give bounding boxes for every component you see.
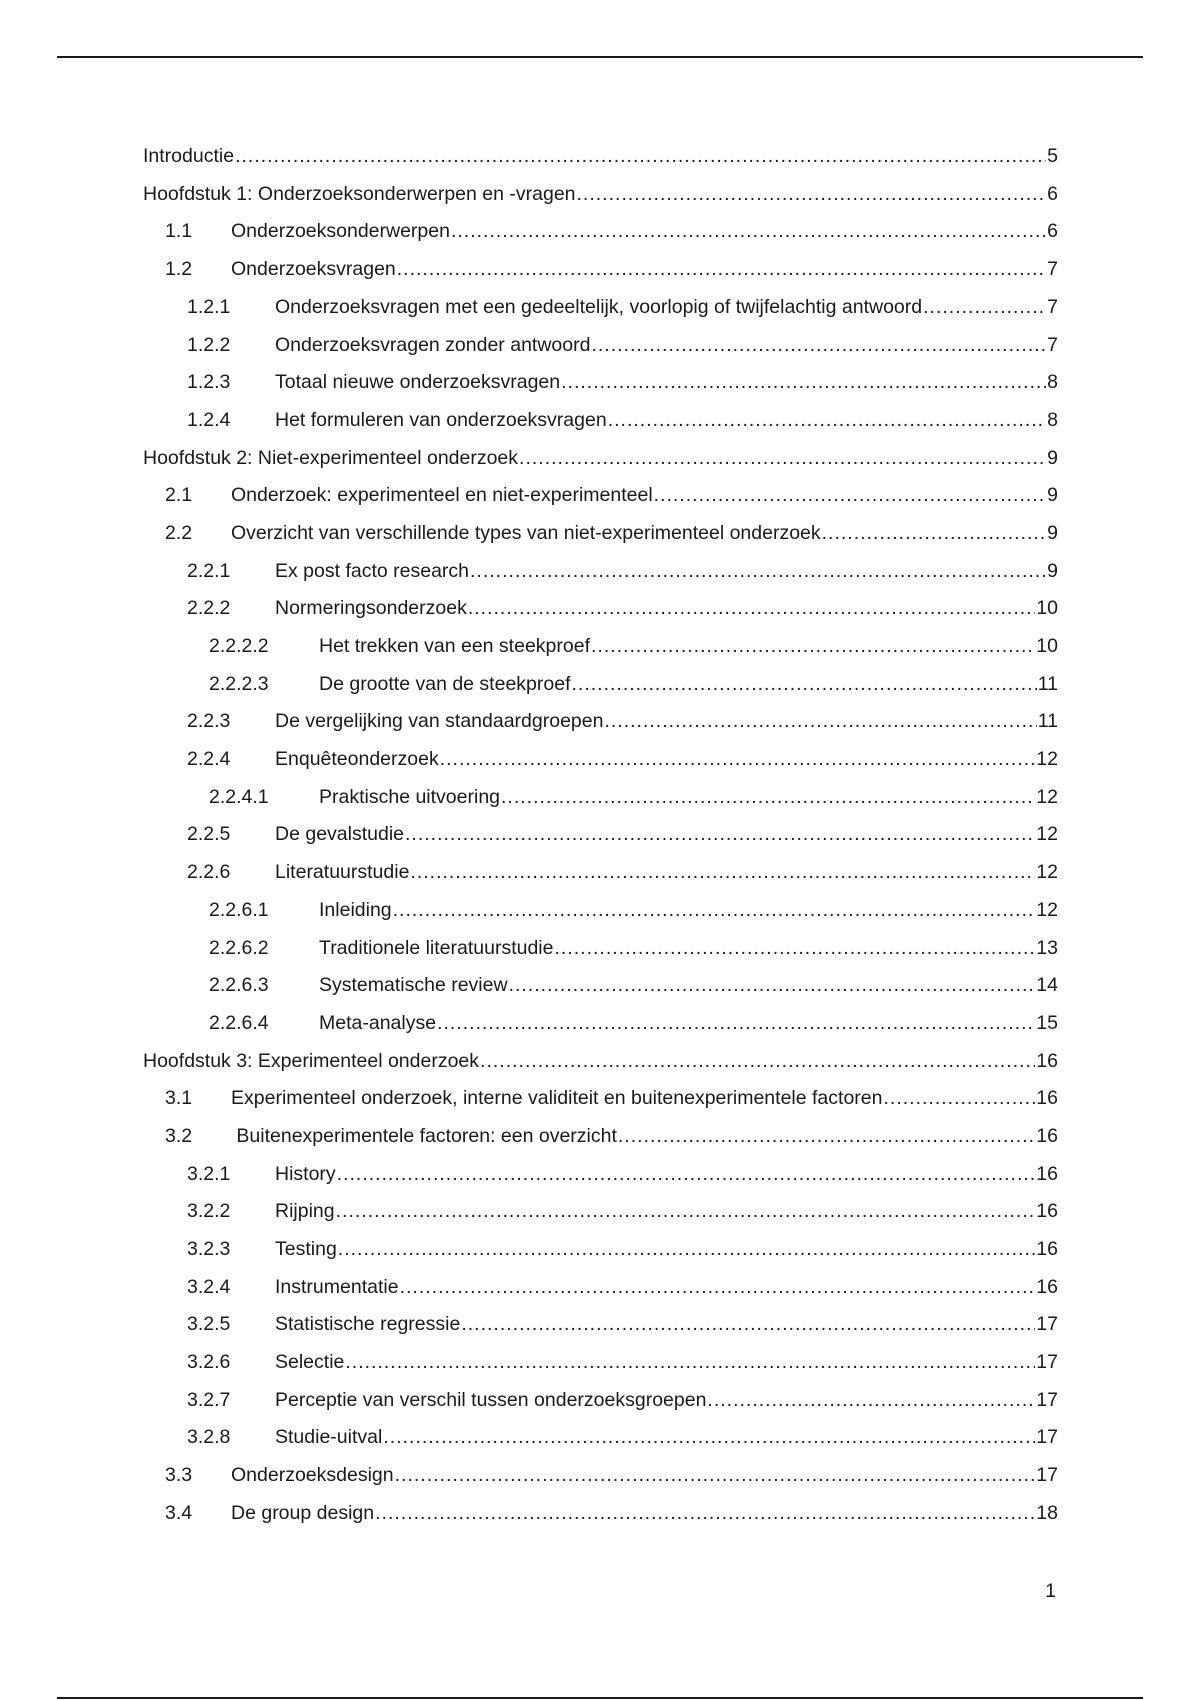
toc-entry-number: 2.2.4.1 [209,785,269,808]
toc-entry[interactable] [143,967,1058,1005]
toc-dot-leader [519,449,1046,469]
footer-rule [57,1697,1143,1699]
toc-entry[interactable] [143,289,1058,327]
toc-entry[interactable] [143,477,1058,515]
toc-entry-page: 9 [1047,484,1058,507]
toc-entry-number: 3.2.5 [187,1313,231,1336]
toc-entry[interactable] [143,666,1058,704]
toc-dot-leader [397,260,1046,280]
toc-entry-number: 1.2 [165,258,193,281]
toc-entry[interactable] [143,1495,1058,1533]
toc-entry-page: 7 [1047,258,1058,281]
toc-dot-leader [577,185,1047,205]
toc-dot-leader [338,1240,1036,1260]
table-of-contents [143,138,1058,1532]
toc-entry-title: Perceptie van verschil tussen onderzoeksgroepen [275,1388,707,1411]
toc-entry-number: 2.2.2 [187,597,231,620]
toc-entry-title: Introductie [143,145,235,168]
toc-entry-title: Inleiding [319,898,392,921]
toc-entry-title: Overzicht van verschillende types van niet-experimenteel onderzoek [231,521,821,544]
toc-entry-page: 5 [1047,145,1058,168]
toc-entry-page: 12 [1036,785,1058,808]
toc-entry-number: 3.2.7 [187,1388,231,1411]
toc-entry[interactable] [143,779,1058,817]
toc-entry-title: Meta-analyse [319,1011,437,1034]
toc-entry-title: Rijping [275,1200,335,1223]
toc-dot-leader [509,976,1036,996]
toc-entry-title: Hoofdstuk 1: Onderzoeksonderwerpen en -vragen [143,182,576,205]
toc-entry-number: 1.2.1 [187,295,231,318]
toc-entry-title: Traditionele literatuurstudie [319,936,554,959]
toc-entry-page: 15 [1036,1011,1058,1034]
toc-entry-number: 2.1 [165,484,193,507]
toc-entry[interactable] [143,1118,1058,1156]
toc-entry-number: 3.1 [165,1087,193,1110]
toc-entry-page: 14 [1036,974,1058,997]
toc-dot-leader [470,562,1046,582]
toc-entry-title: Systematische review [319,974,508,997]
toc-entry-title: Selectie [275,1351,345,1374]
toc-entry[interactable] [143,1344,1058,1382]
toc-dot-leader [345,1353,1035,1373]
toc-entry-title: Onderzoek: experimenteel en niet-experimenteel [231,484,653,507]
toc-entry-title: De gevalstudie [275,823,404,846]
toc-entry-title: De vergelijking van standaardgroepen [275,710,604,733]
toc-entry-title: De grootte van de steekproef [319,672,571,695]
toc-entry-number: 2.2.3 [187,710,231,733]
toc-entry-page: 16 [1036,1087,1058,1110]
toc-entry[interactable] [143,364,1058,402]
toc-entry-title: Hoofdstuk 2: Niet-experimenteel onderzoek [143,446,519,469]
toc-entry-number: 2.2.4 [187,748,231,771]
toc-entry[interactable] [143,854,1058,892]
toc-entry-number: 3.2.6 [187,1351,231,1374]
toc-entry[interactable] [143,1382,1058,1420]
toc-entry-title: Het formuleren van onderzoeksvragen [275,408,607,431]
toc-dot-leader [480,1052,1035,1072]
toc-dot-leader [591,637,1035,657]
toc-entry-page: 9 [1047,521,1058,544]
toc-dot-leader [461,1315,1035,1335]
toc-entry-number: 3.2.3 [187,1238,231,1261]
toc-dot-leader [235,147,1046,167]
toc-entry-title: Onderzoeksvragen zonder antwoord [275,333,591,356]
toc-dot-leader [501,788,1035,808]
toc-dot-leader [923,298,1046,318]
toc-entry-number: 2.2.6.4 [209,1011,269,1034]
toc-entry-title: Onderzoeksonderwerpen [231,220,450,243]
toc-entry-page: 8 [1047,408,1058,431]
toc-entry-page: 17 [1036,1426,1058,1449]
toc-entry-page: 12 [1036,861,1058,884]
toc-entry-title: Buitenexperimentele factoren: een overzicht [231,1124,617,1147]
toc-entry-number: 3.2 [165,1124,193,1147]
toc-entry-title: Studie-uitval [275,1426,383,1449]
toc-entry-page: 17 [1036,1313,1058,1336]
toc-entry[interactable] [143,703,1058,741]
toc-dot-leader [405,825,1035,845]
toc-entry-title: Onderzoeksvragen met een gedeeltelijk, voorlopig of twijfelachtig antwoord [275,295,923,318]
toc-entry-page: 16 [1036,1275,1058,1298]
toc-dot-leader [707,1391,1035,1411]
toc-entry[interactable] [143,251,1058,289]
toc-entry-page: 12 [1036,898,1058,921]
toc-entry-page: 16 [1036,1200,1058,1223]
toc-entry-page: 11 [1037,710,1058,733]
toc-entry-title: History [275,1162,336,1185]
toc-dot-leader [337,1165,1036,1185]
toc-entry-number: 2.2.6.2 [209,936,269,959]
toc-dot-leader [618,1127,1035,1147]
toc-entry-title: Experimenteel onderzoek, interne validiteit en buitenexperimentele factoren [231,1087,883,1110]
toc-entry[interactable] [143,553,1058,591]
toc-entry-page: 7 [1047,295,1058,318]
toc-entry-number: 1.2.4 [187,408,231,431]
toc-entry[interactable] [143,1043,1058,1081]
toc-entry-title: Enquêteonderzoek [275,748,439,771]
toc-entry-page: 10 [1036,597,1058,620]
toc-entry-page: 18 [1036,1501,1058,1524]
toc-entry-title: Hoofdstuk 3: Experimenteel onderzoek [143,1049,480,1072]
toc-entry-number: 3.3 [165,1464,193,1487]
toc-entry[interactable] [143,1419,1058,1457]
toc-entry-title: De group design [231,1501,375,1524]
toc-dot-leader [410,863,1035,883]
toc-entry[interactable] [143,628,1058,666]
toc-dot-leader [555,939,1036,959]
toc-entry[interactable] [143,440,1058,478]
toc-dot-leader [395,1466,1036,1486]
toc-dot-leader [400,1278,1036,1298]
toc-entry-number: 2.2.1 [187,559,231,582]
toc-entry-title: Praktische uitvoering [319,785,501,808]
toc-entry[interactable] [143,892,1058,930]
toc-entry-number: 3.4 [165,1501,193,1524]
toc-entry[interactable] [143,176,1058,214]
toc-entry-number: 2.2.2.3 [209,672,269,695]
toc-dot-leader [608,411,1046,431]
toc-entry-page: 16 [1036,1124,1058,1147]
toc-entry-number: 3.2.4 [187,1275,231,1298]
toc-entry[interactable] [143,1005,1058,1043]
toc-entry-title: Normeringsonderzoek [275,597,467,620]
toc-dot-leader [822,524,1047,544]
toc-entry-page: 13 [1036,936,1058,959]
toc-entry[interactable] [143,1156,1058,1194]
toc-entry-page: 9 [1047,559,1058,582]
toc-entry-title: Statistische regressie [275,1313,461,1336]
toc-entry-page: 16 [1036,1049,1058,1072]
toc-entry-page: 8 [1047,371,1058,394]
toc-entry-title: Totaal nieuwe onderzoeksvragen [275,371,561,394]
toc-entry-title: Het trekken van een steekproef [319,635,590,658]
toc-dot-leader [437,1014,1035,1034]
toc-entry-page: 11 [1037,672,1058,695]
toc-entry-page: 17 [1036,1464,1058,1487]
toc-entry-title: Ex post facto research [275,559,470,582]
toc-entry-page: 6 [1047,182,1058,205]
toc-entry-number: 2.2.2.2 [209,635,269,658]
toc-entry-title: Onderzoeksdesign [231,1464,394,1487]
toc-entry-page: 9 [1047,446,1058,469]
toc-entry[interactable] [143,1231,1058,1269]
toc-entry[interactable] [143,1269,1058,1307]
toc-entry[interactable] [143,515,1058,553]
toc-entry-page: 12 [1036,748,1058,771]
toc-entry[interactable] [143,1457,1058,1495]
toc-dot-leader [591,336,1046,356]
header-rule [57,56,1143,58]
toc-entry-title: Onderzoeksvragen [231,258,396,281]
toc-entry-page: 12 [1036,823,1058,846]
toc-dot-leader [375,1504,1035,1524]
toc-entry-page: 17 [1036,1388,1058,1411]
toc-dot-leader [883,1089,1035,1109]
toc-entry[interactable] [143,590,1058,628]
page-number: 1 [1045,1580,1056,1602]
toc-entry[interactable] [143,402,1058,440]
toc-entry-number: 1.1 [165,220,193,243]
toc-entry[interactable] [143,929,1058,967]
toc-entry-number: 1.2.3 [187,371,231,394]
toc-entry-page: 6 [1047,220,1058,243]
toc-entry[interactable] [143,816,1058,854]
toc-dot-leader [336,1202,1036,1222]
toc-entry[interactable] [143,138,1058,176]
toc-entry-number: 3.2.2 [187,1200,231,1223]
toc-entry-page: 10 [1036,635,1058,658]
toc-entry[interactable] [143,326,1058,364]
toc-dot-leader [440,750,1036,770]
toc-entry[interactable] [143,213,1058,251]
toc-entry-page: 16 [1036,1162,1058,1185]
toc-dot-leader [561,373,1046,393]
toc-entry-title: Instrumentatie [275,1275,399,1298]
toc-dot-leader [451,222,1046,242]
toc-entry[interactable] [143,1080,1058,1118]
toc-entry[interactable] [143,1193,1058,1231]
toc-entry-number: 2.2.6 [187,861,231,884]
toc-dot-leader [393,901,1036,921]
toc-entry-number: 3.2.1 [187,1162,231,1185]
toc-entry-title: Testing [275,1238,337,1261]
toc-entry-number: 3.2.8 [187,1426,231,1449]
toc-dot-leader [468,599,1035,619]
toc-dot-leader [572,675,1037,695]
toc-entry-number: 2.2 [165,521,193,544]
toc-dot-leader [654,486,1046,506]
toc-entry-number: 2.2.5 [187,823,231,846]
toc-entry-page: 17 [1036,1351,1058,1374]
toc-entry-number: 1.2.2 [187,333,231,356]
toc-entry-title: Literatuurstudie [275,861,410,884]
toc-entry[interactable] [143,741,1058,779]
toc-entry-number: 2.2.6.3 [209,974,269,997]
toc-entry-page: 16 [1036,1238,1058,1261]
toc-entry[interactable] [143,1306,1058,1344]
toc-dot-leader [383,1428,1035,1448]
toc-dot-leader [604,712,1036,732]
toc-entry-number: 2.2.6.1 [209,898,269,921]
toc-entry-page: 7 [1047,333,1058,356]
